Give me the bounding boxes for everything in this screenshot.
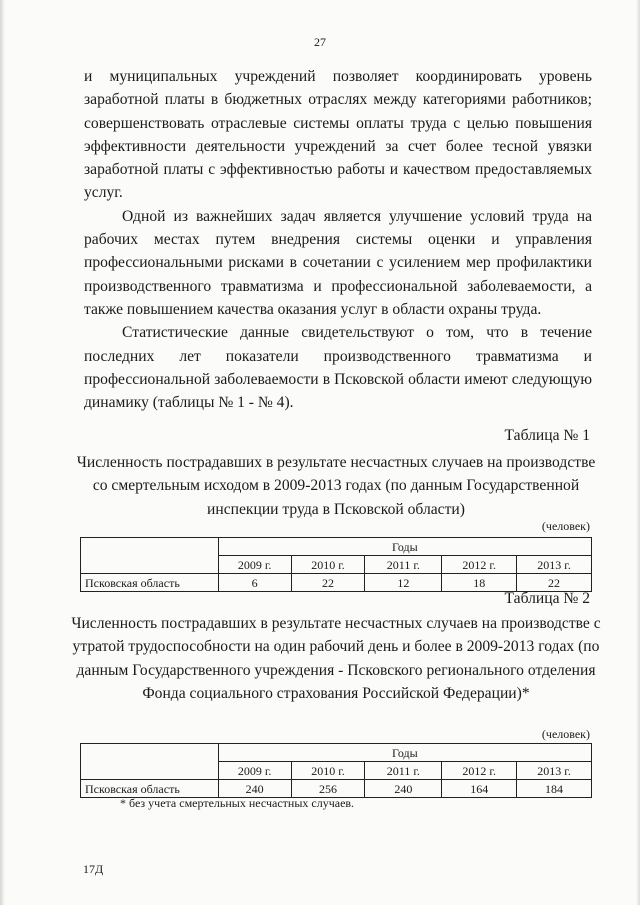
table1-value-cell: 18 [442,574,517,592]
table2-year-header: 2011 г. [365,762,442,780]
table2 [80,743,592,798]
table2-year-header: 2009 г. [218,762,291,780]
table2-corner-cell [81,744,219,780]
table2-title: Численность пострадавших в результате несчастных случаев на производстве с утратой трудоспособности на один рабочий день и более в 2009-2013 годах (по данным Государственного учреждения - Псковского регионального отделения Фонда социального страхования Российской Федерации)* [71,615,601,702]
table1-label: Таблица № 1 [504,427,590,444]
table2-label: Таблица № 2 [504,590,590,607]
table1-years-header: Годы [218,538,591,556]
table2-value-cell: 184 [517,780,592,798]
paragraph-3: Статистические данные свидетельствуют о том, что в течение последних лет показатели производственного травматизма и профессиональной заболеваемости в Псковской области имеют следующую динамику (таблицы № 1 - № 4). [84,324,592,412]
paragraph-1: и муниципальных учреждений позволяет координировать уровень заработной платы в бюджетных отраслях между категориями работников; совершенствовать отраслевые системы оплаты труда с целью повышения эффективности деятельности учреждений за счет более тесной увязки заработной платы с эффективностью работы и качеством предоставляемых услуг. [84,68,592,202]
body-text [84,65,592,414]
table2-year-header: 2013 г. [517,762,592,780]
table1-year-header: 2013 г. [517,556,592,574]
table2-year-header: 2010 г. [291,762,365,780]
table2-unit: (человек) [541,727,590,741]
table2-footnote: * без учета смертельных несчастных случаев. [120,796,355,810]
scan-edge-right [636,0,640,905]
table1-region-cell: Псковская область [81,574,219,592]
paragraph-2: Одной из важнейших задач является улучшение условий труда на рабочих местах путем внедрения системы оценки и управления профессиональными рисками в сочетании с усилением мер профилактики производственного травматизма и профессиональной заболеваемости, а также повышением качества оказания услуг в области охраны труда. [84,207,592,318]
table-row [81,574,592,592]
table1-year-header: 2012 г. [442,556,517,574]
table2-year-header: 2012 г. [442,762,517,780]
table2-value-cell: 240 [365,780,442,798]
table1-value-cell: 22 [291,574,365,592]
table1-year-header: 2010 г. [291,556,365,574]
sheet-code: 17Д [83,862,104,876]
table1-corner-cell [81,538,219,574]
table2-value-cell: 240 [218,780,291,798]
table1-title: Численность пострадавших в результате несчастных случаев на производстве со смертельным исходом в 2009-2013 годах (по данным Государственной инспекции труда в Псковской области) [76,454,596,518]
table1 [80,537,592,592]
scan-edge-left [0,0,5,905]
table-row [81,780,592,798]
table1-year-header: 2011 г. [365,556,442,574]
table1-value-cell: 12 [365,574,442,592]
table2-region-cell: Псковская область [81,780,219,798]
table2-value-cell: 164 [442,780,517,798]
page-number: 27 [314,35,326,49]
table1-value-cell: 6 [218,574,291,592]
table1-unit: (человек) [541,519,590,533]
table2-value-cell: 256 [291,780,365,798]
table2-years-header: Годы [218,744,591,762]
table1-value-cell: 22 [517,574,592,592]
table1-year-header: 2009 г. [218,556,291,574]
